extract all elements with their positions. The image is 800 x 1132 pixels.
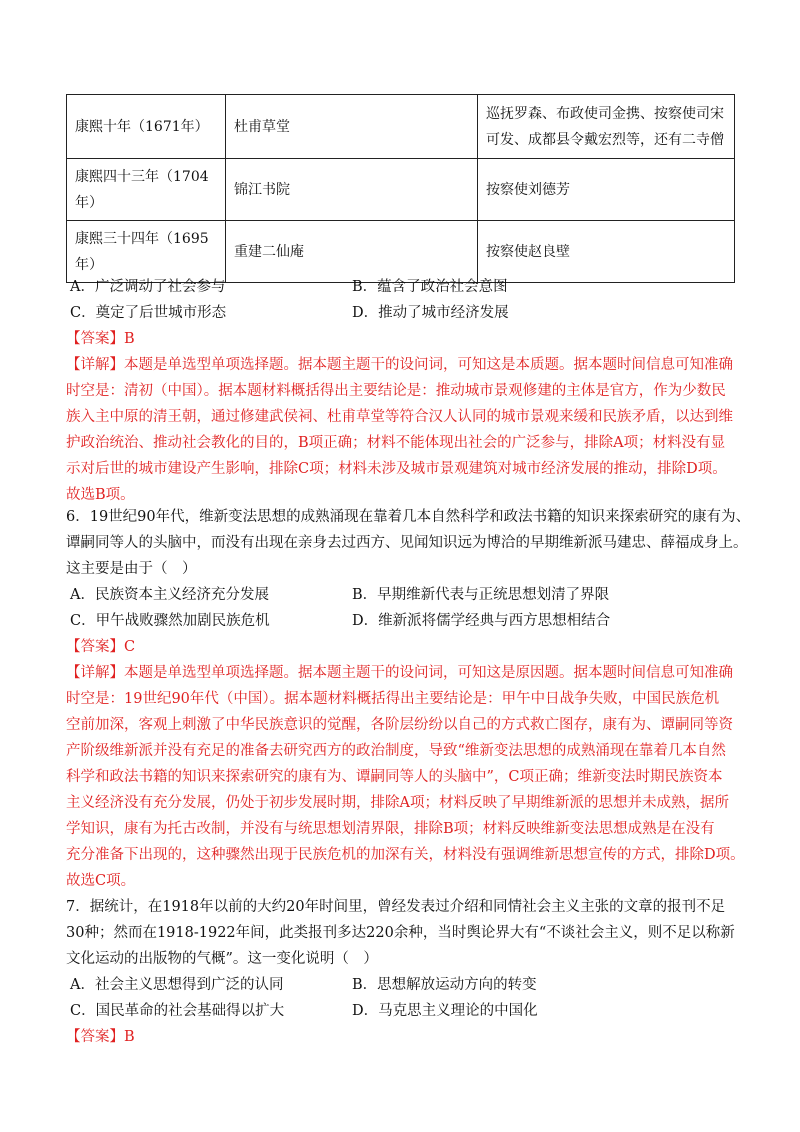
q6-explanation-line: 主义经济没有充分发展，仍处于初步发展时期，排除A项；材料反映了早期维新派的思想并未成熟，据所: [66, 795, 729, 811]
q6-explanation-line: 时空是：19世纪90年代（中国）。据本题材料概括得出主要结论是：甲午中日战争失败，中国民族危机: [66, 691, 720, 707]
table-cell-people: 按察使刘德芳: [478, 159, 735, 221]
q6-answer: 【答案】C: [66, 639, 136, 655]
q7-stem-line: 文化运动的出版物的气概”。这一变化说明（ ）: [66, 951, 378, 967]
q5-option-b: B．蕴含了政治社会意图: [352, 279, 508, 295]
table-row: [67, 159, 735, 221]
q6-stem-line: 谭嗣同等人的头脑中，而没有出现在亲身去过西方、见闻知识远为博洽的早期维新派马建忠、薛福成身上。: [66, 535, 748, 551]
q6-explanation-line: 故选C项。: [66, 873, 136, 889]
q5-option-a: A．广泛调动了社会参与: [70, 279, 226, 295]
q5-answer: 【答案】B: [66, 331, 135, 347]
table-row: [67, 221, 735, 283]
q6-stem-line: 这主要是由于（ ）: [66, 561, 197, 577]
q6-explanation-line: 科学和政法书籍的知识来探索研究的康有为、谭嗣同等人的头脑中”，C项正确；维新变法时期民族资本: [66, 769, 723, 785]
q7-stem-line: 30种；然而在1918-1922年间，此类报刊多达220余种，当时舆论界大有“不谈社会主义，则不足以称新: [66, 925, 735, 941]
q6-option-d: D．维新派将儒学经典与西方思想相结合: [352, 613, 611, 629]
q5-explanation-line: 示对后世的城市建设产生影响，排除C项；材料未涉及城市景观建筑对城市经济发展的推动，排除D项。: [66, 461, 727, 477]
q5-option-c: C．奠定了后世城市形态: [70, 305, 227, 321]
q7-option-c: C．国民革命的社会基础得以扩大: [70, 1003, 285, 1019]
q7-option-b: B．思想解放运动方向的转变: [352, 977, 537, 993]
q5-explanation-line: 时空是：清初（中国）。据本题材料概括得出主要结论是：推动城市景观修建的主体是官方，作为少数民: [66, 383, 726, 399]
q5-explanation-line: 族入主中原的清王朝，通过修建武侯祠、杜甫草堂等符合汉人认同的城市景观来缓和民族矛盾，以达到维: [66, 409, 733, 425]
q6-explanation-line: 空前加深，客观上刺激了中华民族意识的觉醒，各阶层纷纷以自己的方式救亡图存，康有为、谭嗣同等资: [66, 717, 733, 733]
q6-explanation-line: 学知识，康有为托古改制，并没有与统思想划清界限，排除B项；材料反映维新变法思想成熟是在没有: [66, 821, 715, 837]
table-cell-year: 康熙十年（1671年）: [67, 95, 226, 159]
q5-explanation-line: 护政治统治、推动社会教化的目的，B项正确；材料不能体现出社会的广泛参与，排除A项；材料没有显: [66, 435, 726, 451]
table-cell-people: 按察使赵良壁: [478, 221, 735, 283]
q6-explanation-line: 产阶级维新派并没有充足的准备去研究西方的政治制度，导致“维新变法思想的成熟涌现在靠着几本自然: [66, 743, 726, 759]
q7-option-a: A．社会主义思想得到广泛的认同: [70, 977, 284, 993]
q6-option-c: C．甲午战败骤然加剧民族危机: [70, 613, 270, 629]
q5-explanation-line: 故选B项。: [66, 487, 135, 503]
history-table: [66, 94, 735, 283]
q6-option-a: A．民族资本主义经济充分发展: [70, 587, 269, 603]
table-cell-people-line: 可发、成都县令戴宏烈等，还有二寺僧: [486, 131, 724, 148]
q6-explanation-line: 充分准备下出现的，这种骤然出现于民族危机的加深有关，材料没有强调维新思想宣传的方式，排除D项。: [66, 847, 745, 863]
q7-stem-line: 7．据统计，在1918年以前的大约20年时间里，曾经发表过介绍和同情社会主义主张的文章的报刊不足: [66, 899, 726, 915]
q5-option-d: D．推动了城市经济发展: [352, 305, 509, 321]
table-cell-people: [478, 95, 735, 159]
q6-explanation-line: 【详解】本题是单选型单项选择题。据本题主题干的设问词，可知这是原因题。据本题时间信息可知准确: [66, 665, 733, 681]
q6-stem-line: 6．19世纪90年代，维新变法思想的成熟涌现在靠着几本自然科学和政法书籍的知识来探索研究的康有为、: [66, 509, 751, 525]
table-cell-year: 康熙三十四年（1695年）: [67, 221, 226, 283]
q7-answer: 【答案】B: [66, 1029, 135, 1045]
table-cell-item: 杜甫草堂: [226, 95, 478, 159]
table-cell-year: 康熙四十三年（1704年）: [67, 159, 226, 221]
table-cell-people-line: 巡抚罗森、布政使司金携、按察使司宋: [486, 105, 724, 122]
table-row: [67, 95, 735, 159]
q5-explanation-line: 【详解】本题是单选型单项选择题。据本题主题干的设问词，可知这是本质题。据本题时间信息可知准确: [66, 357, 733, 373]
q6-option-b: B．早期维新代表与正统思想划清了界限: [352, 587, 610, 603]
q7-option-d: D．马克思主义理论的中国化: [352, 1003, 538, 1019]
table-cell-item: 重建二仙庵: [226, 221, 478, 283]
table-cell-item: 锦江书院: [226, 159, 478, 221]
